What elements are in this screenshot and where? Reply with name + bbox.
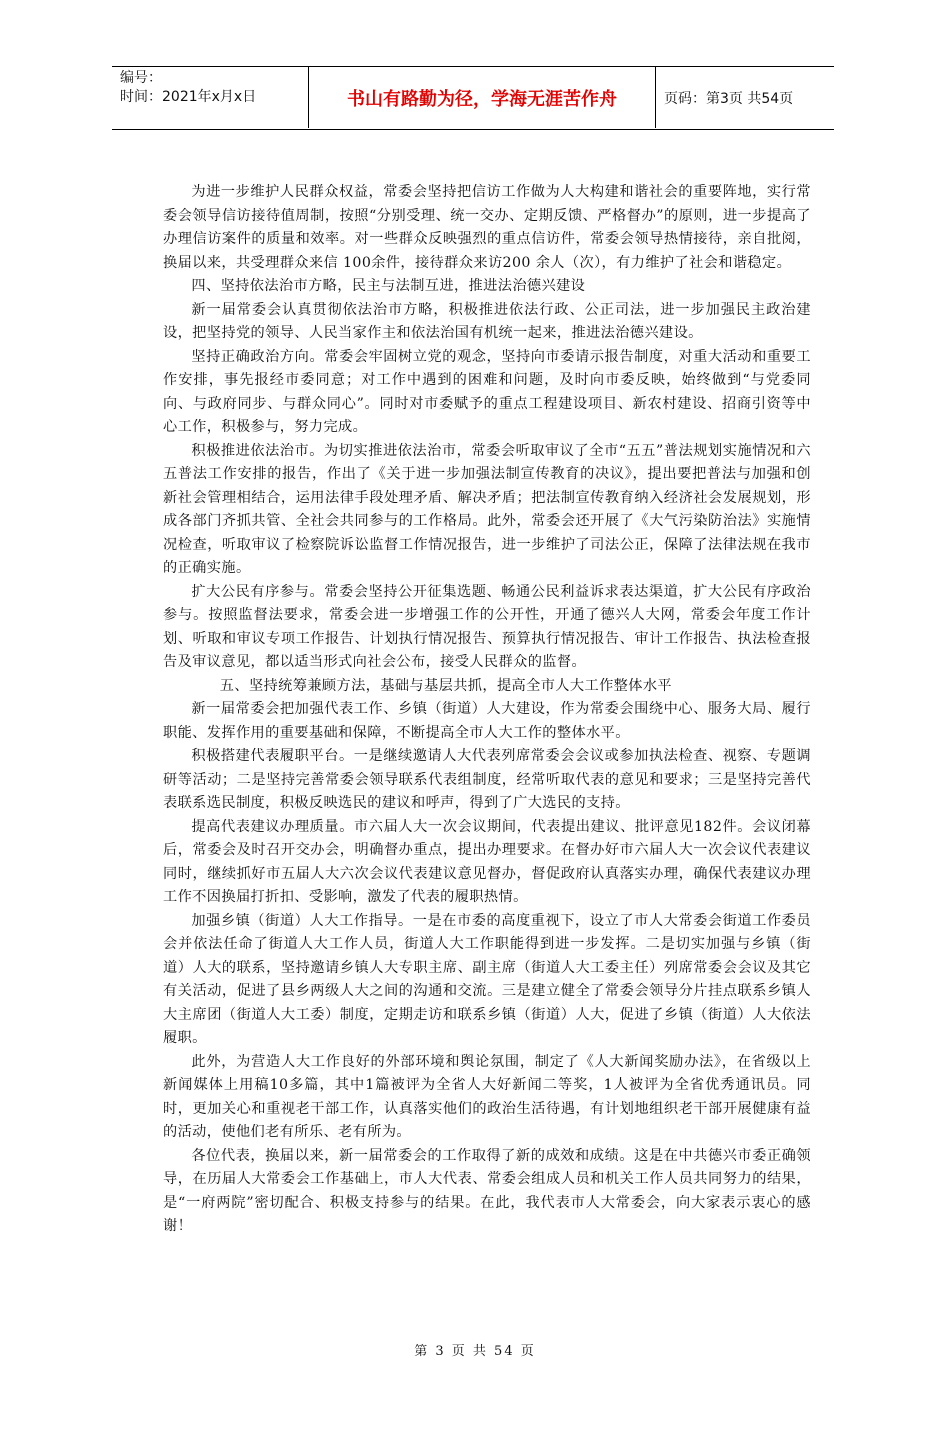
section-heading: 四、坚持依法治市方略，民主与法制互进，推进法治德兴建设 <box>191 278 586 294</box>
header-page-number: 页码：第3页 共54页 <box>664 90 794 107</box>
document-body <box>163 181 811 1239</box>
paragraph: 为进一步维护人民群众权益，常委会坚持把信访工作做为人大构建和谐社会的重要阵地，实行常委会领导信访接待值周制，按照“分别受理、统一交办、定期反馈、严格督办”的原则，进一步提高了办理信访案件的质量和效率。对一些群众反映强烈的重点信访件，常委会领导热情接待，亲自批阅，换届以来，共受理群众来信 100余件，接待群众来访200 余人（次），有力维护了社会和谐稳定。 <box>163 184 811 271</box>
paragraph: 提高代表建议办理质量。市六届人大一次会议期间，代表提出建议、批评意见182件。会议闭幕后，常委会及时召开交办会，明确督办重点，提出办理要求。在督办好市六届人大一次会议代表建议同时，继续抓好市五届人大六次会议代表建议意见督办，督促政府认真落实办理，确保代表建议办理工作不因换届打折扣、受影响，激发了代表的履职热情。 <box>163 818 811 905</box>
paragraph: 新一届常委会认真贯彻依法治市方略，积极推进依法行政、公正司法，进一步加强民主政治建设，把坚持党的领导、人民当家作主和依法治国有机统一起来，推进法治德兴建设。 <box>163 301 811 341</box>
paragraph: 此外，为营造人大工作良好的外部环境和舆论氛围，制定了《人大新闻奖励办法》，在省级以上新闻媒体上用稿10多篇，其中1篇被评为全省人大好新闻二等奖，1人被评为全省优秀通讯员。同时，更加关心和重视老干部工作，认真落实他们的政治生活待遇，有计划地组织老干部开展健康有益的活动，使他们老有所乐、老有所为。 <box>163 1053 811 1140</box>
section-heading: 五、坚持统筹兼顾方法，基础与基层共抓，提高全市人大工作整体水平 <box>219 677 673 694</box>
page-footer: 第 3 页 共 54 页 <box>414 1344 536 1359</box>
paragraph: 新一届常委会把加强代表工作、乡镇（街道）人大建设，作为常委会围绕中心、服务大局、履行职能、发挥作用的重要基础和保障，不断提高全市人大工作的整体水平。 <box>163 701 811 741</box>
paragraph: 坚持正确政治方向。常委会牢固树立党的观念，坚持向市委请示报告制度，对重大活动和重要工作安排，事先报经市委同意；对工作中遇到的困难和问题，及时向市委反映，始终做到“与党委同向、与政府同步、与群众同心”。同时对市委赋予的重点工程建设项目、新农村建设、招商引资等中心工作，积极参与，努力完成。 <box>163 348 811 435</box>
document-number-label: 编号： <box>120 70 162 86</box>
header-motto: 书山有路勤为径，学海无涯苦作舟 <box>308 67 656 128</box>
paragraph: 各位代表，换届以来，新一届常委会的工作取得了新的成效和成绩。这是在中共德兴市委正确领导，在历届人大常委会工作基础上，市人大代表、常委会组成人员和机关工作人员共同努力的结果，是“一府两院”密切配合、积极支持参与的结果。在此，我代表市人大常委会，向大家表示衷心的感谢！ <box>163 1147 811 1234</box>
paragraph: 加强乡镇（街道）人大工作指导。一是在市委的高度重视下，设立了市人大常委会街道工作委员会并依法任命了街道人大工作人员，街道人大工作职能得到进一步发挥。二是切实加强与乡镇（街道）人大的联系，坚持邀请乡镇人大专职主席、副主席（街道人大工委主任）列席常委会会议及其它有关活动，促进了县乡两级人大之间的沟通和交流。三是建立健全了常委会领导分片挂点联系乡镇人大主席团（街道人大工委）制度，定期走访和联系乡镇（街道）人大，促进了乡镇（街道）人大依法履职。 <box>163 912 811 1046</box>
paragraph: 扩大公民有序参与。常委会坚持公开征集选题、畅通公民利益诉求表达渠道，扩大公民有序政治参与。按照监督法要求，常委会进一步增强工作的公开性，开通了德兴人大网，常委会年度工作计划、听取和审议专项工作报告、计划执行情况报告、预算执行情况报告、审计工作报告、执法检查报告及审议意见，都以适当形式向社会公布，接受人民群众的监督。 <box>163 583 811 670</box>
document-time-label: 时间：2021年x月x日 <box>120 89 257 105</box>
paragraph: 积极推进依法治市。为切实推进依法治市，常委会听取审议了全市“五五”普法规划实施情况和六五普法工作安排的报告，作出了《关于进一步加强法制宣传教育的决议》，提出要把普法与加强和创新社会管理相结合，运用法律手段处理矛盾、解决矛盾；把法制宣传教育纳入经济社会发展规划，形成各部门齐抓共管、全社会共同参与的工作格局。此外，常委会还开展了《大气污染防治法》实施情况检查，听取审议了检察院诉讼监督工作情况报告，进一步维护了司法公正，保障了法律法规在我市的正确实施。 <box>163 442 811 576</box>
paragraph: 积极搭建代表履职平台。一是继续邀请人大代表列席常委会会议或参加执法检查、视察、专题调研等活动；二是坚持完善常委会领导联系代表组制度，经常听取代表的意见和要求；三是坚持完善代表联系选民制度，积极反映选民的建议和呼声，得到了广大选民的支持。 <box>163 748 811 811</box>
page-header <box>112 66 834 130</box>
header-meta <box>120 69 300 107</box>
